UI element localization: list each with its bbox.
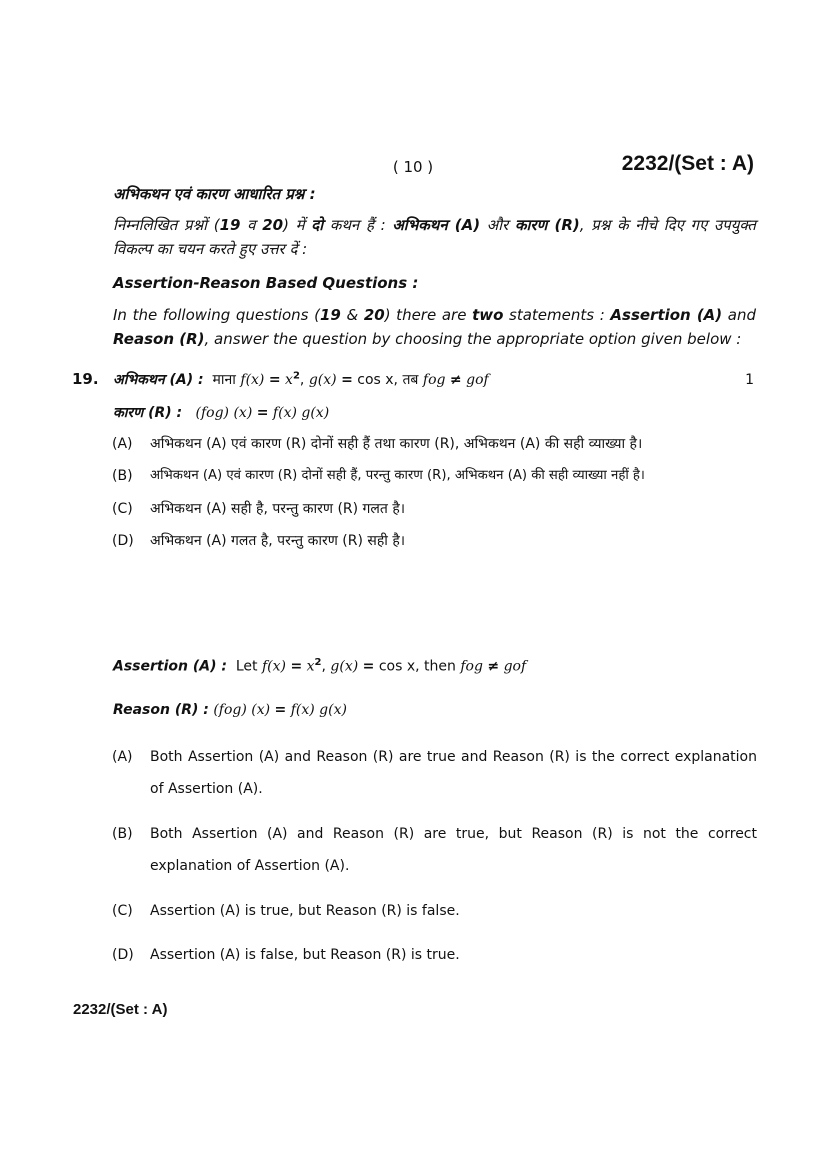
english-assertion: Assertion (A) : Let $f(x) = x^2$, g(x) = cos x, then fog ≠ gof (113, 657, 527, 675)
hindi-reason: कारण (R) : (fog) (x) = f(x) g(x) (113, 405, 330, 421)
english-section-heading: Assertion-Reason Based Questions : (113, 274, 419, 292)
hindi-assertion: अभिकथन (A) : माना $f(x) = x^2$, g(x) = cos x, तब fog ≠ gof (113, 370, 489, 388)
question-number: 19. (72, 370, 99, 388)
english-option-d: (D) Assertion (A) is false, but Reason (R) is true. (112, 947, 460, 963)
page-number: ( 10 ) (392, 158, 434, 176)
hindi-option-a: (A) अभिकथन (A) एवं कारण (R) दोनों सही हैं तथा कारण (R), अभिकथन (A) की सही व्याख्या है। (112, 436, 643, 452)
english-option-a: (A) Both Assertion (A) and Reason (R) are true and Reason (R) is the correct explanation of Assertion (A). (112, 749, 757, 797)
english-instructions: In the following questions (19 & 20) there are two statements : Assertion (A) and Reason (R), answer the question by choosing the appropriate option given below : (113, 306, 757, 348)
hindi-option-c: (C) अभिकथन (A) सही है, परन्तु कारण (R) गलत है। (112, 501, 406, 517)
english-option-b: (B) Both Assertion (A) and Reason (R) are true, but Reason (R) is not the correct explanation of Assertion (A). (112, 826, 757, 874)
paper-code-header: 2232/(Set : A) (621, 152, 754, 175)
paper-code-footer: 2232/(Set : A) (73, 1001, 168, 1018)
hindi-instructions: निम्नलिखित प्रश्नों (19 व 20) में दो कथन हैं : अभिकथन (A) और कारण (R), प्रश्न के नीचे दिए गए उपयुक्त विकल्प का चयन करते हुए उत्तर दें : (113, 216, 756, 258)
hindi-option-b: (B) अभिकथन (A) एवं कारण (R) दोनों सही हैं, परन्तु कारण (R), अभिकथन (A) की सही व्याख्या नहीं है। (112, 468, 645, 484)
english-option-c: (C) Assertion (A) is true, but Reason (R) is false. (112, 903, 460, 919)
hindi-section-heading: अभिकथन एवं कारण आधारित प्रश्न : (113, 185, 316, 203)
english-reason: Reason (R) : (fog) (x) = f(x) g(x) (113, 702, 347, 718)
hindi-option-d: (D) अभिकथन (A) गलत है, परन्तु कारण (R) सही है। (112, 533, 406, 549)
question-marks: 1 (745, 372, 754, 388)
